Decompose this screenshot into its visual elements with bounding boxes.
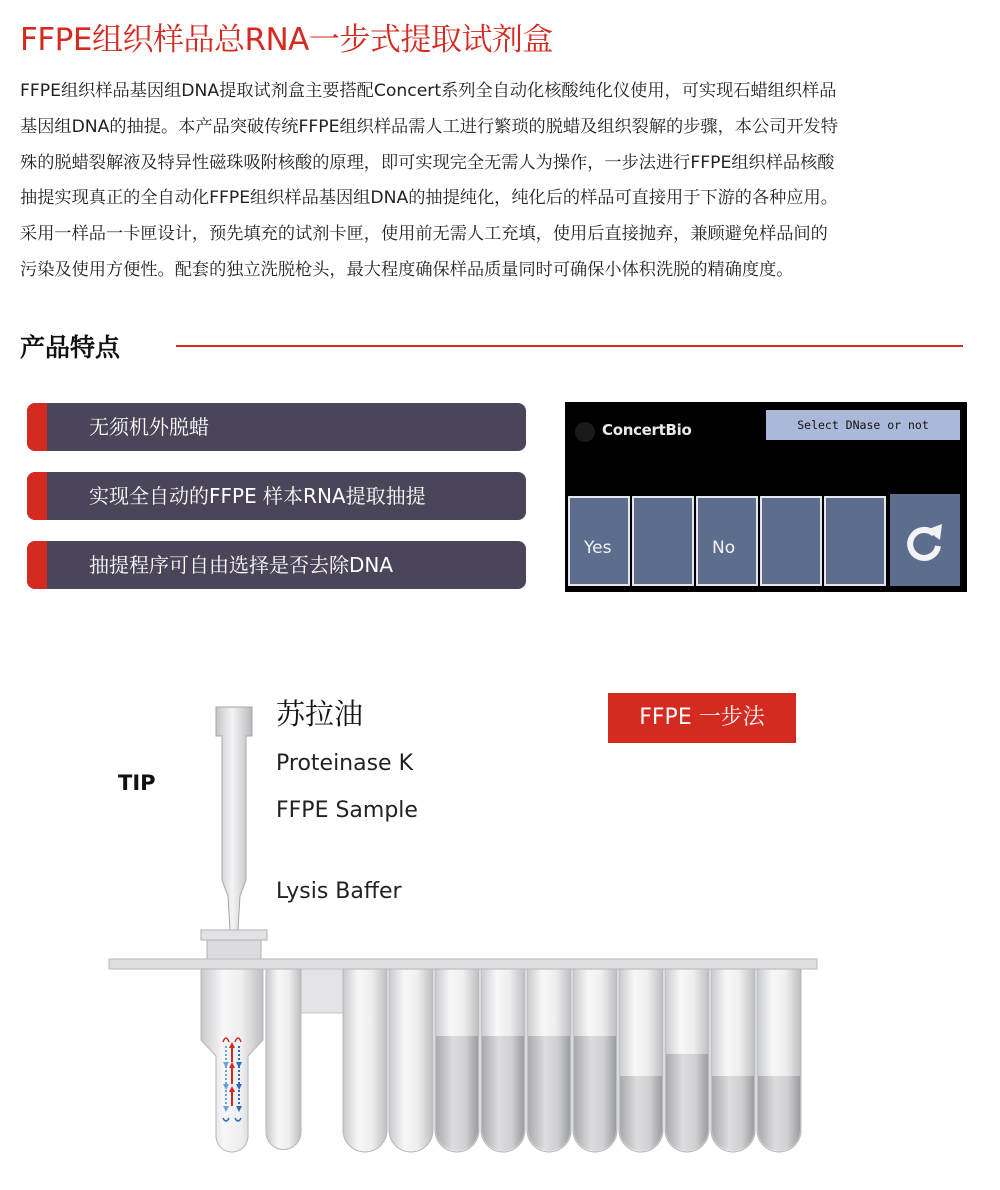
intro-line: 殊的脱蜡裂解液及特异性磁珠吸附核酸的原理，即可实现完全无需人为操作，一步法进行FFPE组织样品核酸 [20,152,835,173]
feature-item-automation [27,472,526,520]
reagent-well [573,969,617,1152]
cartridge-diagram [100,700,830,1160]
no-button[interactable]: No [696,496,758,586]
method-badge: FFPE 一步法 [608,693,796,743]
section-divider [176,345,963,347]
reagent-well [527,969,571,1152]
intro-line: 采用一样品一卡匣设计，预先填充的试剂卡匣，使用前无需人工充填，使用后直接抛弃，兼顾避免样品间的 [20,224,828,245]
empty-well [266,969,301,1150]
blank-button[interactable] [632,496,694,586]
reagent-well [665,969,709,1152]
reagent-wells [343,969,801,1152]
brand-logo-icon [575,422,595,442]
intro-line: 抽提实现真正的全自动化FFPE组织样品基因组DNA的抽提纯化，纯化后的样品可直接用于下游的各种应用。 [20,188,838,209]
pipette-tip [201,707,267,960]
annotation-mineral-oil: 苏拉油 [276,697,364,731]
feature-item-dewax [27,403,526,451]
yes-button[interactable]: Yes [568,496,630,586]
feature-accent [27,403,47,451]
cartridge-block [300,969,345,1013]
feature-label: 抽提程序可自由选择是否去除DNA [89,553,394,577]
refresh-button[interactable] [890,494,960,586]
dnase-prompt: Select DNase or not [766,410,960,440]
reagent-well [711,969,755,1152]
feature-accent [27,472,47,520]
blank-button[interactable] [824,496,886,586]
cartridge-deck [109,959,817,969]
intro-line: FFPE组织样品基因组DNA提取试剂盒主要搭配Concert系列全自动化核酸纯化仪使用，可实现石蜡组织样品 [20,81,837,101]
features-section-header [20,326,965,366]
feature-label: 实现全自动的FFPE 样本RNA提取抽提 [89,484,426,508]
reagent-well [343,969,387,1152]
reagent-well [757,969,801,1152]
reagent-well [435,969,479,1152]
reagent-well [619,969,663,1152]
brand-name: ConcertBio [602,421,692,439]
device-screen [565,402,967,592]
page-title: FFPE组织样品总RNA一步式提取试剂盒 [20,22,553,58]
features-section-title: 产品特点 [20,333,121,362]
blank-button[interactable] [760,496,822,586]
tip-label: TIP [118,771,156,795]
reagent-well [481,969,525,1152]
feature-item-dnase-option [27,541,526,589]
intro-line: 基因组DNA的抽提。本产品突破传统FFPE组织样品需人工进行繁琐的脱蜡及组织裂解的步骤，本公司开发特 [20,116,838,137]
intro-line: 污染及使用方便性。配套的独立洗脱枪头，最大程度确保样品质量同时可确保小体积洗脱的精确度度。 [20,259,794,280]
refresh-icon [890,494,960,586]
feature-accent [27,541,47,589]
feature-label: 无须机外脱蜡 [89,415,209,439]
intro-paragraph [20,74,950,289]
annotation-ffpe-sample: FFPE Sample [276,798,418,823]
annotation-proteinase-k: Proteinase K [276,751,414,776]
annotation-lysis-buffer: Lysis Baffer [276,879,402,904]
reagent-well [389,969,433,1152]
